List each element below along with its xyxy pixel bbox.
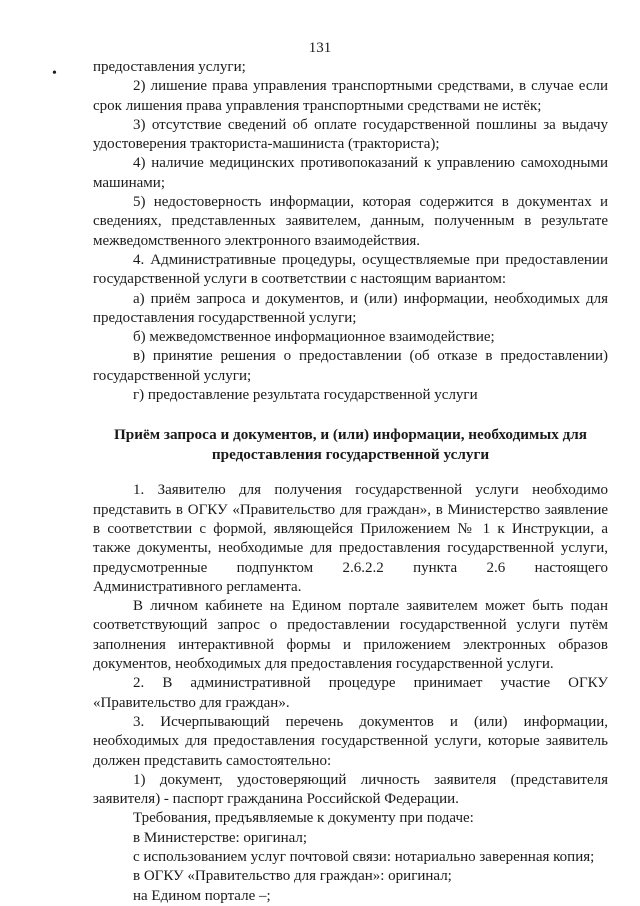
section-heading: Приём запроса и документов, и (или) информации, необходимых для предоставления государственной услуги (113, 426, 588, 463)
paragraph: предоставления услуги; (93, 59, 246, 75)
page-number: 131 (308, 40, 332, 56)
paragraph: в) принятие решения о предоставлении (об отказе в предоставлении) государственной услуги; (93, 348, 608, 384)
paragraph: 2) лишение права управления транспортными средствами, в случае если срок лишения права управления транспортными средствами не истёк; (93, 78, 608, 114)
paragraph: в ОГКУ «Правительство для граждан»: оригинал; (133, 868, 452, 885)
paragraph: Требования, предъявляемые к документу при подаче: (133, 810, 474, 827)
paragraph: 4) наличие медицинских противопоказаний к управлению самоходными машинами; (93, 155, 608, 191)
paragraph: с использованием услуг почтовой связи: нотариально заверенная копия; (133, 848, 595, 865)
paragraph: на Едином портале –; (133, 887, 271, 904)
paragraph: 1. Заявителю для получения государственной услуги необходимо представить в ОГКУ «Правительство для граждан», в Министерство заявление в соответствии с формой, являющейся Приложением № 1 к Инструкции, а также документы, необходимые для предоставления государственной услуги, предусмотренные подпунктом 2.6.2.2 пункта 2.6 настоящего Административного регламента. (93, 482, 608, 595)
paragraph: 4. Административные процедуры, осуществляемые при предоставлении государственной услуги в соответствии с настоящим вариантом: (93, 251, 608, 288)
margin-dot: • (52, 66, 57, 81)
paragraph: 5) недостоверность информации, которая содержится в документах и сведениях, представленных заявителем, данным, полученным в результате межведомственного электронного взаимодействия. (93, 194, 608, 249)
paragraph: 1) документ, удостоверяющий личность заявителя (представителя заявителя) - паспорт гражданина Российской Федерации. (93, 771, 608, 808)
paragraph: г) предоставление результата государственной услуги (133, 387, 478, 404)
paragraph: в Министерстве: оригинал; (133, 829, 308, 846)
paragraph: б) межведомственное информационное взаимодействие; (133, 329, 495, 346)
paragraph: 3) отсутствие сведений об оплате государственной пошлины за выдачу удостоверения тракториста-машиниста (тракториста); (93, 116, 608, 153)
paragraph: 3. Исчерпывающий перечень документов и (или) информации, необходимых для предоставления государственной услуги, которые заявитель должен представить самостоятельно: (93, 713, 608, 769)
paragraph: 2. В административной процедуре принимает участие ОГКУ «Правительство для граждан». (93, 675, 608, 711)
paragraph: В личном кабинете на Едином портале заявителем может быть подан соответствующий запрос о предоставлении государственной услуги путём заполнения интерактивной формы и приложением электронных образов документов, необходимых для предоставления государственной услуги. (93, 598, 608, 673)
document-body (93, 58, 608, 906)
paragraph: а) приём запроса и документов, и (или) информации, необходимых для предоставления государственной услуги; (93, 290, 608, 326)
